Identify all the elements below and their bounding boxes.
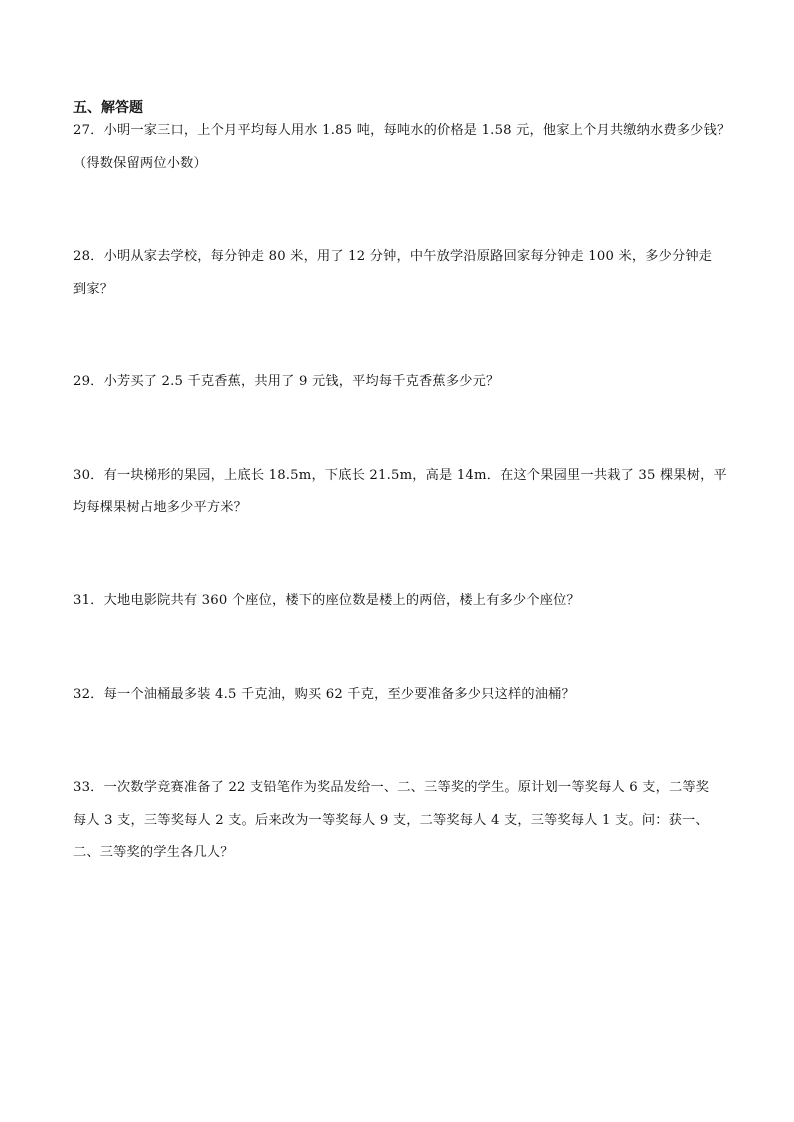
question-32-line-1: 32．每一个油桶最多装 4.5 千克油，购买 62 千克，至少要准备多少只这样的油桶？	[73, 687, 575, 702]
question-27-line-2: （得数保留两位小数）	[73, 156, 207, 171]
question-30-line-2: 均每棵果树占地多少平方米？	[73, 500, 248, 515]
question-33-line-1: 33．一次数学竞赛准备了 22 支铅笔作为奖品发给一、二、三等奖的学生。原计划一等奖每人 6 支，二等奖	[73, 780, 710, 795]
question-33-line-2: 每人 3 支，三等奖每人 2 支。后来改为一等奖每人 9 支，二等奖每人 4 支，三等奖每人 1 支。问：获一、	[73, 813, 709, 828]
question-28-line-1: 28．小明从家去学校，每分钟走 80 米，用了 12 分钟，中午放学沿原路回家每分钟走 100 米，多少分钟走	[73, 249, 713, 264]
question-33-line-3: 二、三等奖的学生各几人？	[73, 845, 234, 860]
question-30-line-1: 30．有一块梯形的果园，上底长 18.5m，下底长 21.5m，高是 14m．在这个果园里一共栽了 35 棵果树，平	[73, 468, 727, 483]
question-28-line-2: 到家？	[73, 282, 114, 297]
question-27-line-1: 27．小明一家三口，上个月平均每人用水 1.85 吨，每吨水的价格是 1.58 元，他家上个月共缴纳水费多少钱？	[73, 123, 731, 138]
question-29-line-1: 29．小芳买了 2.5 千克香蕉，共用了 9 元钱，平均每千克香蕉多少元？	[73, 374, 500, 389]
section-title: 五、解答题	[73, 100, 143, 116]
question-31-line-1: 31．大地电影院共有 360 个座位，楼下的座位数是楼上的两倍，楼上有多少个座位？	[73, 593, 580, 608]
